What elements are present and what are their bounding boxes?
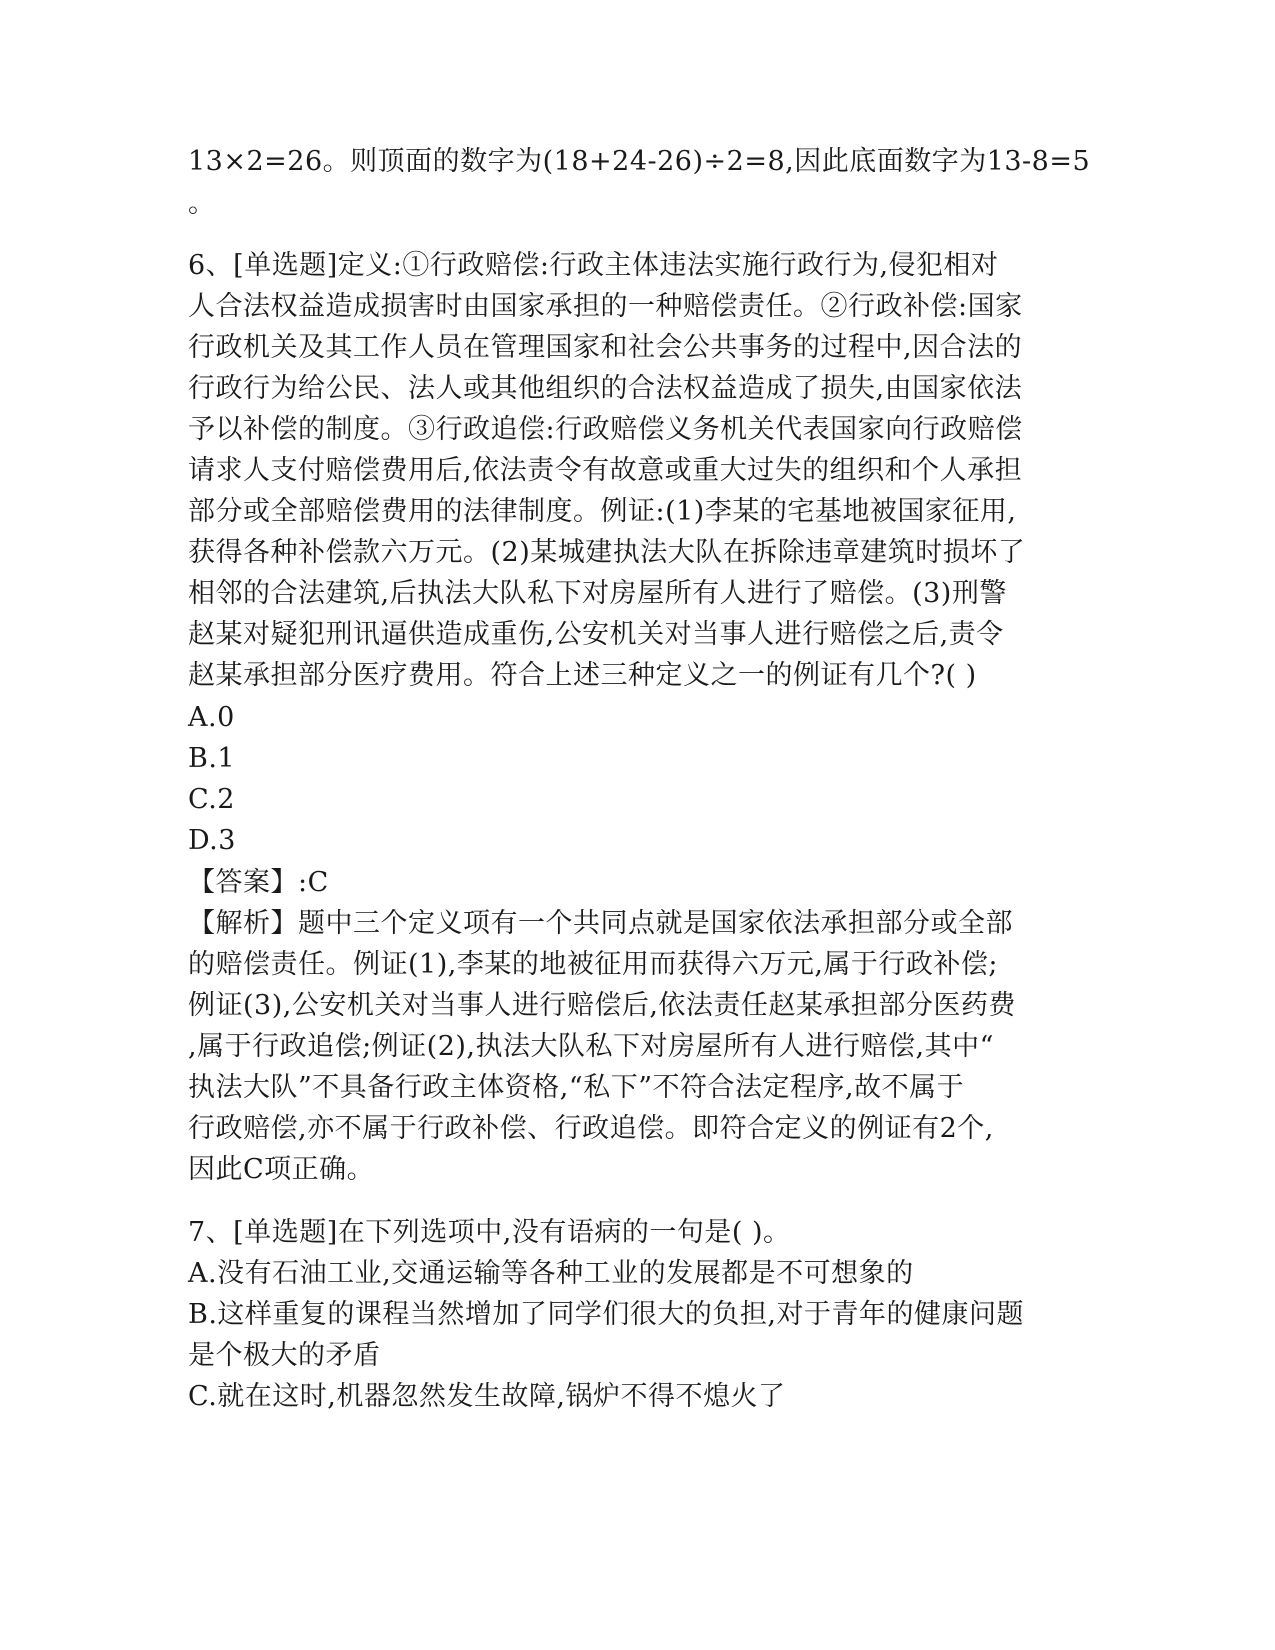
- q6-stem-line: 行政机关及其工作人员在管理国家和社会公共事务的过程中,因合法的: [188, 332, 1023, 363]
- q6-stem-line: 相邻的合法建筑,后执法大队私下对房屋所有人进行了赔偿。(3)刑警: [188, 578, 1007, 609]
- q6-stem-line: 请求人支付赔偿费用后,依法责令有故意或重大过失的组织和个人承担: [188, 455, 1023, 486]
- q6-answer: 【答案】:C: [188, 867, 329, 898]
- q6-stem-line: 人合法权益造成损害时由国家承担的一种赔偿责任。②行政补偿:国家: [188, 291, 1023, 322]
- q6-stem-line: 予以补偿的制度。③行政追偿:行政赔偿义务机关代表国家向行政赔偿: [188, 414, 1023, 445]
- q7-option-b: B.这样重复的课程当然增加了同学们很大的负担,对于青年的健康问题: [188, 1299, 1025, 1330]
- q6-stem-line: 行政行为给公民、法人或其他组织的合法权益造成了损失,由国家依法: [188, 373, 1023, 404]
- q6-analysis-line: 例证(3),公安机关对当事人进行赔偿后,依法责任赵某承担部分医药费: [188, 990, 1016, 1021]
- q6-stem-line: 赵某承担部分医疗费用。符合上述三种定义之一的例证有几个?( ): [188, 660, 977, 691]
- q6-analysis-line: 执法大队”不具备行政主体资格,“私下”不符合法定程序,故不属于: [188, 1072, 965, 1103]
- q6-analysis-line: 的赔偿责任。例证(1),李某的地被征用而获得六万元,属于行政补偿;: [188, 949, 999, 980]
- q5-explanation-line: 13×2=26。则顶面的数字为(18+24-26)÷2=8,因此底面数字为13-8=5: [188, 146, 1091, 177]
- q6-analysis-line: ,属于行政追偿;例证(2),执法大队私下对房屋所有人进行赔偿,其中“: [188, 1031, 994, 1062]
- q6-analysis-line: 【解析】题中三个定义项有一个共同点就是国家依法承担部分或全部: [188, 908, 1013, 939]
- q6-stem-line: 赵某对疑犯刑讯逼供造成重伤,公安机关对当事人进行赔偿之后,责令: [188, 619, 1004, 650]
- q6-option-c: C.2: [188, 784, 235, 815]
- q6-analysis-line: 行政赔偿,亦不属于行政补偿、行政追偿。即符合定义的例证有2个,: [188, 1113, 994, 1144]
- q7-stem: 7、[单选题]在下列选项中,没有语病的一句是( )。: [188, 1217, 791, 1248]
- q6-stem-line: 6、[单选题]定义:①行政赔偿:行政主体违法实施行政行为,侵犯相对: [188, 250, 999, 281]
- q6-analysis-line: 因此C项正确。: [188, 1154, 375, 1185]
- q6-stem-line: 部分或全部赔偿费用的法律制度。例证:(1)李某的宅基地被国家征用,: [188, 496, 1017, 527]
- q6-stem-line: 获得各种补偿款六万元。(2)某城建执法大队在拆除违章建筑时损坏了: [188, 537, 1026, 568]
- q7-option-b-continued: 是个极大的矛盾: [188, 1340, 381, 1371]
- q6-option-b: B.1: [188, 743, 236, 774]
- q6-option-d: D.3: [188, 825, 236, 856]
- q6-option-a: A.0: [188, 702, 235, 733]
- q5-explanation-line: 。: [188, 188, 216, 219]
- q7-option-a: A.没有石油工业,交通运输等各种工业的发展都是不可想象的: [188, 1258, 914, 1289]
- q7-option-c: C.就在这时,机器忽然发生故障,锅炉不得不熄火了: [188, 1381, 786, 1412]
